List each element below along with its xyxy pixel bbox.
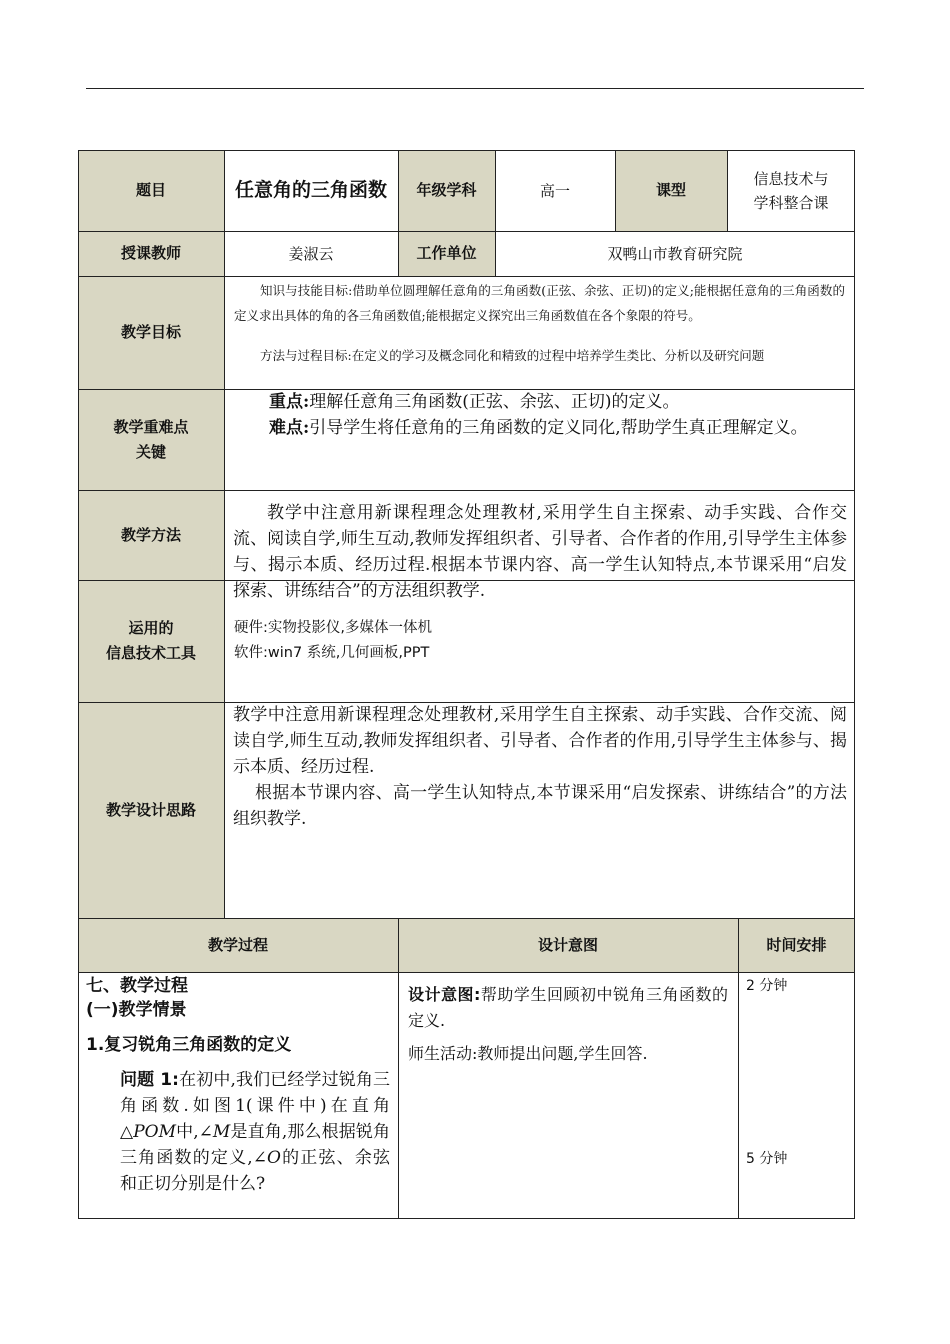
- section-title: 七、教学过程: [86, 976, 188, 996]
- method-text: 教学中注意用新课程理念处理教材,采用学生自主探索、动手实践、合作交流、阅读自学,师生互动,教师发挥组织者、引导者、合作者的作用,引导学生主体参与、揭示本质、经历过程.根据本节课内容、高一学生认知特点,本节课采用“启发探索、讲练结合”的方法组织教学.: [233, 503, 847, 601]
- design-label: 教学设计思路: [78, 702, 224, 918]
- type-value: [727, 150, 855, 231]
- time-2: 5 分钟: [746, 1151, 788, 1167]
- process-col3-header: 时间安排: [738, 918, 855, 972]
- question-1: [120, 1067, 390, 1197]
- tools-label-line2: 信息技术工具: [105, 644, 196, 662]
- question-text-3: 是直角,那么根据锐角三角函数的定义,∠: [120, 1122, 390, 1168]
- keypoints-label-line1: 教学重难点: [113, 417, 189, 436]
- difficulty-line: [233, 415, 846, 441]
- process-col2-header: 设计意图: [398, 918, 738, 972]
- time-1: 2 分钟: [746, 978, 788, 994]
- unit-label: 工作单位: [398, 231, 495, 276]
- intent-content: [398, 972, 738, 1219]
- design-para1: 教学中注意用新课程理念处理教材,采用学生自主探索、动手实践、合作交流、阅读自学,师生互动,教师发挥组织者、引导者、合作者的作用,引导学生主体参与、揭示本质、经历过程.: [233, 705, 847, 777]
- method-label: 教学方法: [78, 490, 224, 580]
- subsection-title: (一)教学情景: [86, 1000, 187, 1020]
- difficulty-label: 难点:: [269, 418, 310, 438]
- grade-label: 年级学科: [398, 150, 495, 231]
- design-para2: 根据本节课内容、高一学生认知特点,本节课采用“启发探索、讲练结合”的方法组织教学.: [233, 783, 847, 829]
- goals-text-cut: 方法与过程目标:在定义的学习及概念同化和精致的过程中培养学生类比、分析以及研究问题: [260, 348, 765, 363]
- keypoints-label-line2: 关键: [135, 442, 166, 461]
- intent-line: [408, 982, 728, 1034]
- intent-text: 帮助学生回顾初中锐角三角函数的定义.: [408, 985, 728, 1030]
- process-col1-header: 教学过程: [78, 918, 398, 972]
- time-content: [738, 972, 855, 1219]
- goals-label: 教学目标: [78, 276, 224, 389]
- question-m: M: [212, 1122, 231, 1142]
- question-text-2: 中,∠: [176, 1122, 213, 1142]
- tools-content: [224, 580, 855, 702]
- intent-label: 设计意图:: [408, 985, 481, 1004]
- question-o: O: [266, 1148, 281, 1168]
- goals-text: 知识与技能目标:借助单位圆理解任意角的三角函数(正弦、余弦、正切)的定义;能根据任意角的三角函数的定义求出具体的角的各三角函数值;能根据定义探究出三角函数值在各个象限的符号。: [234, 283, 845, 323]
- type-label: 课型: [615, 150, 727, 231]
- keypoint-label: 重点:: [269, 392, 310, 412]
- grade-value: 高一: [539, 181, 570, 200]
- topic-label: 题目: [78, 150, 224, 231]
- tools-label-line1: 运用的: [128, 619, 174, 637]
- difficulty-text: 引导学生将任意角的三角函数的定义同化,帮助学生真正理解定义。: [309, 418, 808, 438]
- question-text-4: 的正弦、余弦和正切分别是什么?: [120, 1148, 391, 1194]
- tools-software: 软件:win7 系统,几何画板,PPT: [234, 645, 430, 661]
- process-content: [78, 972, 398, 1219]
- teacher-label: 授课教师: [78, 231, 224, 276]
- tools-label: [78, 580, 224, 702]
- teacher-value: 姜淑云: [288, 244, 334, 263]
- keypoint-line: [233, 389, 846, 415]
- activity-text: 师生活动:教师提出问题,学生回答.: [408, 1044, 648, 1063]
- keypoints-content: [224, 389, 855, 490]
- unit-value: 双鸭山市教育研究院: [607, 244, 743, 263]
- keypoints-label: [78, 389, 224, 490]
- tools-hardware: 硬件:实物投影仪,多媒体一体机: [234, 620, 432, 636]
- question-pom: POM: [133, 1122, 176, 1142]
- item-title: 1.复习锐角三角函数的定义: [86, 1035, 292, 1055]
- method-content: [224, 490, 855, 601]
- topic-value: 任意角的三角函数: [234, 179, 387, 201]
- design-content: [224, 702, 855, 918]
- type-value-line1: 信息技术与: [753, 169, 829, 188]
- type-value-line2: 学科整合课: [753, 193, 829, 212]
- top-rule: [86, 88, 864, 89]
- goals-content: [224, 276, 855, 389]
- question-label: 问题 1:: [120, 1070, 179, 1090]
- question-text-1: 在初中,我们已经学过锐角三角函数.如图1(课件中)在直角△: [120, 1070, 391, 1142]
- keypoint-text: 理解任意角三角函数(正弦、余弦、正切)的定义。: [309, 392, 680, 412]
